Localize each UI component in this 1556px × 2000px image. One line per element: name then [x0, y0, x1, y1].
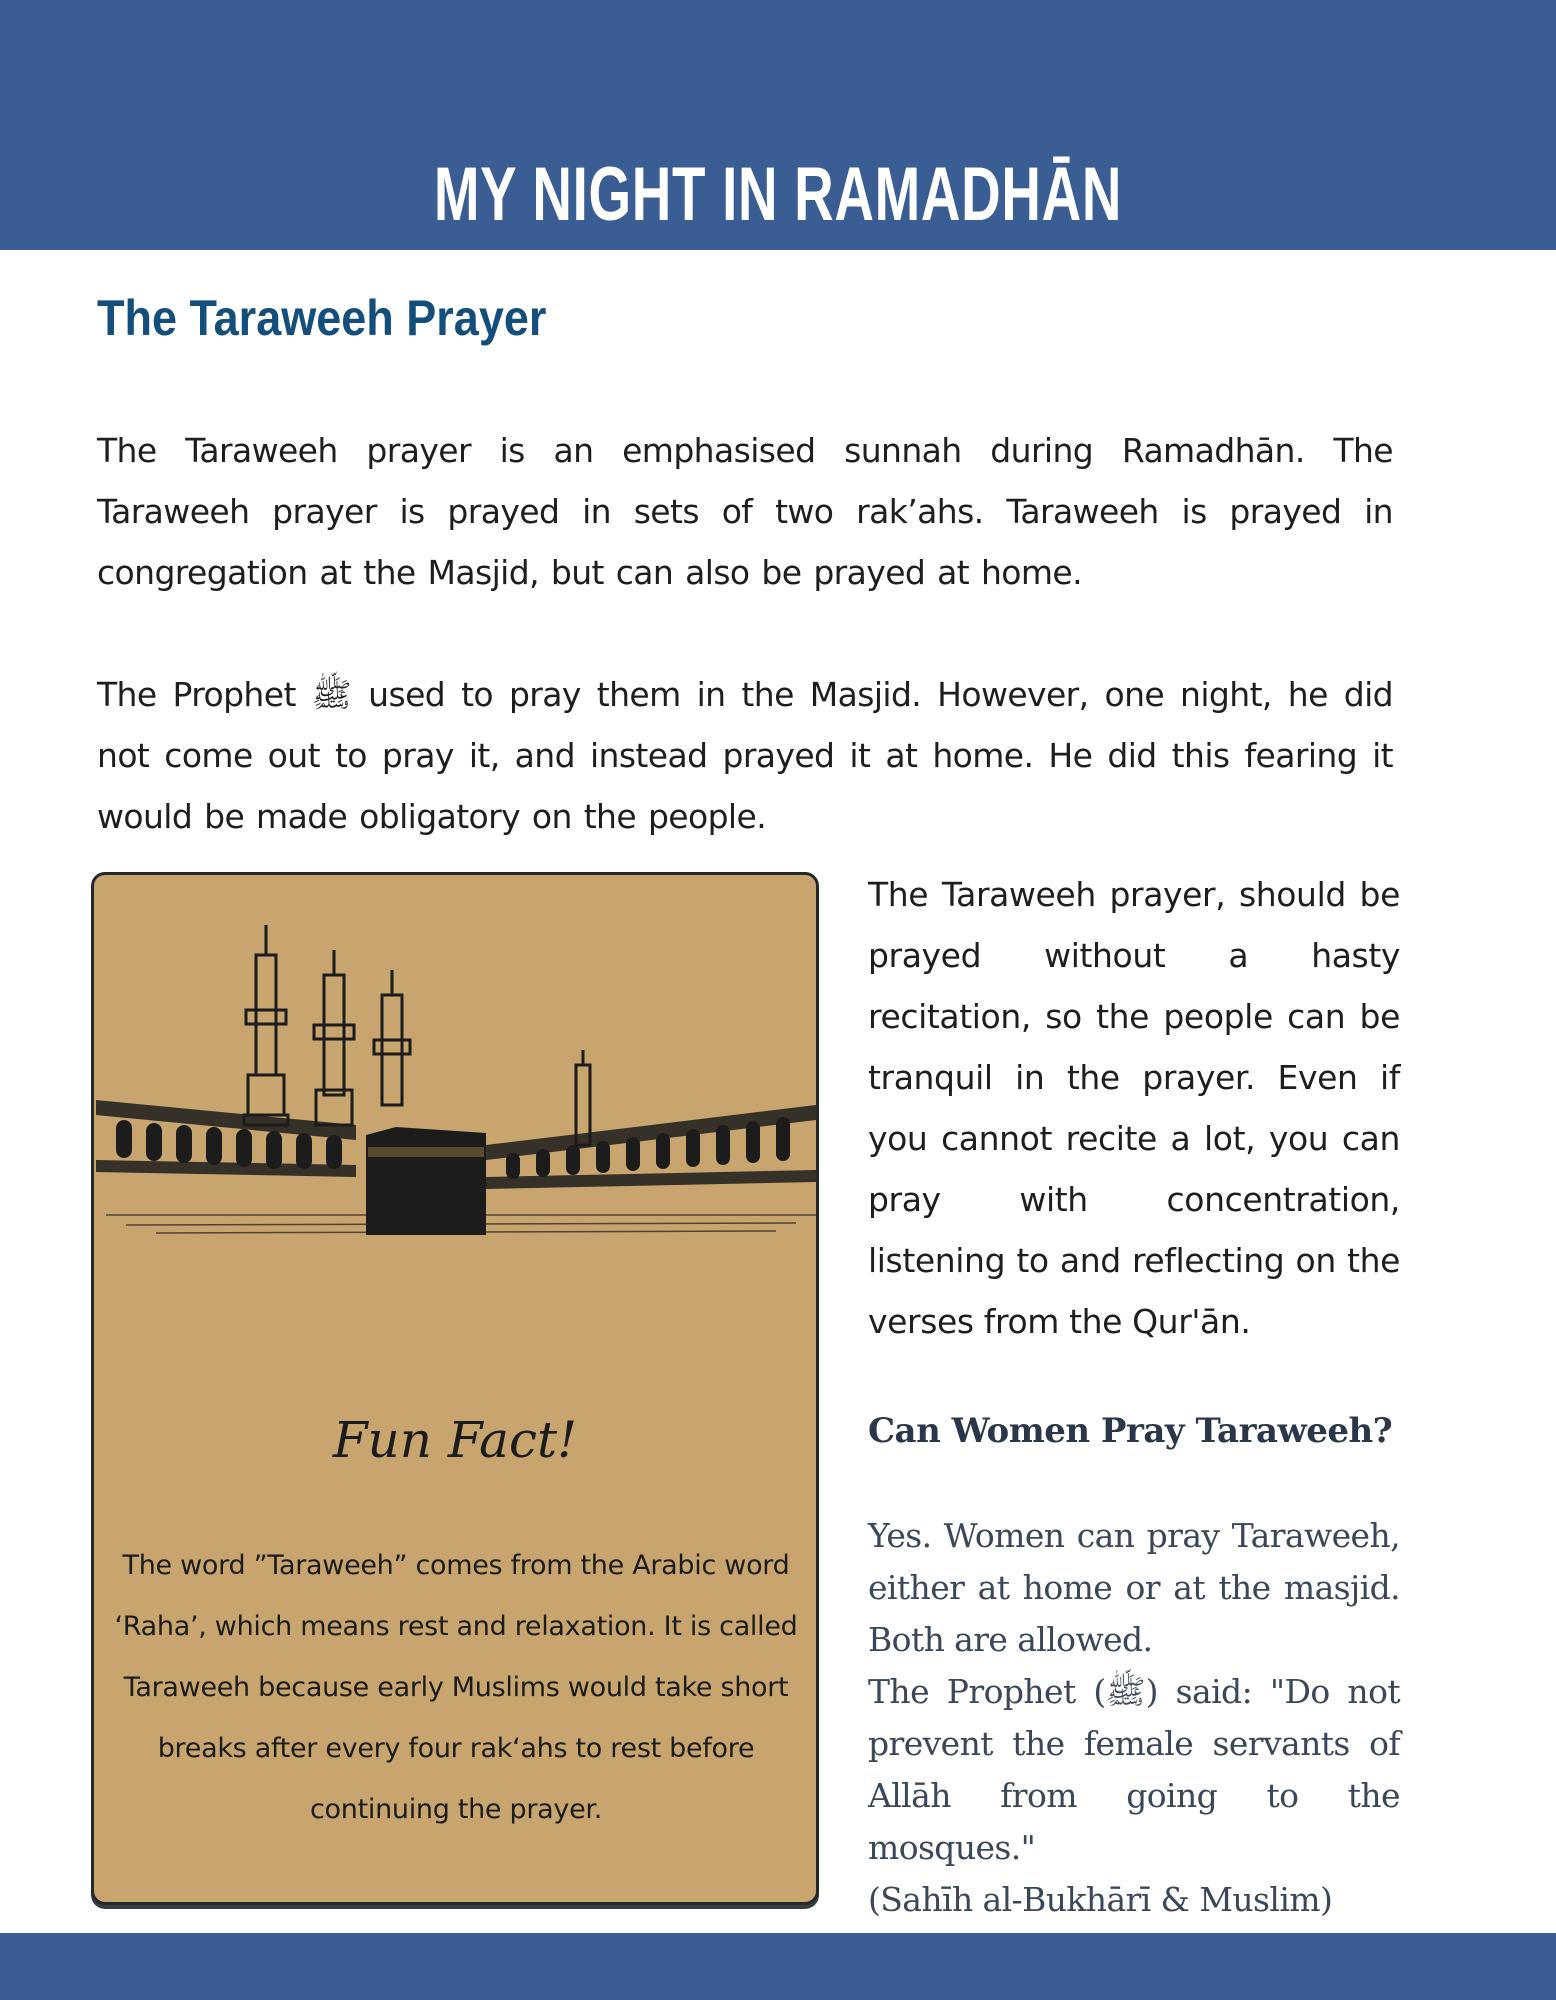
women-answer-block	[868, 1510, 1400, 1926]
prophet-paragraph: The Prophet ﷺ used to pray them in the Masjid. However, one night, he did not come out to pray it, and instead prayed it at home. He did this fearing it would be made obligatory on the people.	[97, 675, 1393, 836]
fun-fact-body: The word ”Taraweeh” comes from the Arabic word ‘Raha’, which means rest and relaxation. It is called Taraweeh because early Muslims would take short breaks after every four rak‘ahs to rest before continuing the prayer.	[114, 1550, 798, 1825]
fun-fact-title: Fun Fact!	[332, 1411, 578, 1469]
minaret-icon	[244, 925, 590, 1145]
page-title: MY NIGHT IN RAMADHĀN	[433, 152, 1123, 237]
recitation-paragraph: The Taraweeh prayer, should be prayed without a hasty recitation, so the people can be tranquil in the prayer. Even if you cannot recite a lot, you can pray with concentration, listening to and reflecting on the verses from the Qur'ān.	[868, 875, 1400, 1341]
women-answer: Yes. Women can pray Taraweeh, either at home or at the masjid. Both are allowed.	[868, 1516, 1400, 1659]
intro-paragraph: The Taraweeh prayer is an emphasised sunnah during Ramadhān. The Taraweeh prayer is prayed in sets of two rak’ahs. Taraweeh is prayed in congregation at the Masjid, but can also be prayed at home.	[97, 431, 1393, 592]
section-heading: The Taraweeh Prayer	[97, 290, 547, 346]
women-heading: Can Women Pray Taraweeh?	[868, 1411, 1393, 1451]
footer-band	[0, 1933, 1556, 2000]
hadith-quote: The Prophet (ﷺ) said: "Do not prevent the female servants of Allāh from going to the mosques."	[868, 1672, 1400, 1867]
kaaba-icon	[366, 1127, 486, 1235]
fun-fact-card	[91, 872, 819, 1905]
kaaba-illustration	[96, 915, 816, 1235]
hadith-source: (Sahīh al-Bukhārī & Muslim)	[868, 1880, 1333, 1919]
